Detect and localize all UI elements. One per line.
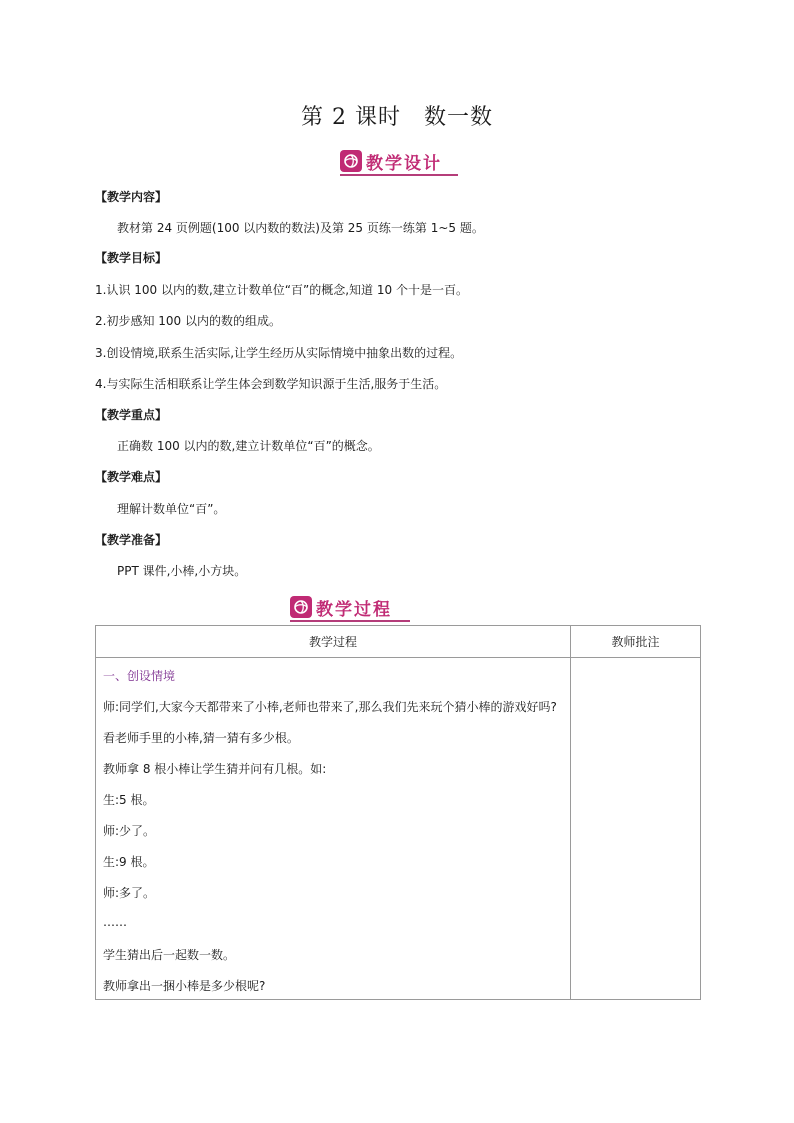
process-line: 学生猜出后一起数一数。 — [103, 948, 236, 962]
process-line: …… — [103, 915, 127, 929]
preparation-text: PPT 课件,小棒,小方块。 — [117, 564, 247, 578]
process-line: 师:多了。 — [103, 886, 156, 900]
content-text: 教材第 24 页例题(100 以内数的数法)及第 25 页练一练第 1~5 题。 — [117, 221, 484, 235]
goal-item: 4.与实际生活相联系让学生体会到数学知识源于生活,服务于生活。 — [95, 377, 447, 391]
process-subheading: 一、创设情境 — [103, 669, 176, 683]
column-header-notes: 教师批注 — [571, 626, 701, 658]
process-line: 师:少了。 — [103, 824, 156, 838]
goal-item: 3.创设情境,联系生活实际,让学生经历从实际情境中抽象出数的过程。 — [95, 346, 463, 360]
key-point-text: 正确数 100 以内的数,建立计数单位“百”的概念。 — [117, 439, 380, 453]
flower-icon — [340, 150, 362, 172]
table-header-row — [96, 626, 701, 658]
banner-label: 教学设计 — [366, 153, 442, 174]
section-heading-difficulty: 【教学难点】 — [95, 470, 168, 484]
difficulty-text: 理解计数单位“百”。 — [117, 502, 226, 516]
process-line: 教师拿出一捆小棒是多少根呢? — [103, 979, 266, 993]
section-heading-preparation: 【教学准备】 — [95, 533, 168, 547]
process-line: 教师拿 8 根小棒让学生猜并问有几根。如: — [103, 762, 327, 776]
process-cell — [96, 658, 571, 1000]
flower-icon — [290, 596, 312, 618]
process-line: 师:同学们,大家今天都带来了小棒,老师也带来了,那么我们先来玩个猜小棒的游戏好吗? — [103, 700, 557, 714]
banner-label: 教学过程 — [316, 599, 392, 620]
page-title: 第 2 课时 数一数 — [301, 105, 493, 130]
process-line: 生:9 根。 — [103, 855, 155, 869]
banner-teaching-process — [290, 594, 410, 622]
section-heading-goals: 【教学目标】 — [95, 251, 168, 265]
section-heading-content: 【教学内容】 — [95, 190, 168, 204]
banner-teaching-design — [340, 148, 458, 176]
process-line: 看老师手里的小棒,猜一猜有多少根。 — [103, 731, 299, 745]
section-heading-key-point: 【教学重点】 — [95, 408, 168, 422]
notes-cell — [571, 658, 701, 1000]
goal-item: 2.初步感知 100 以内的数的组成。 — [95, 314, 281, 328]
column-header-process: 教学过程 — [96, 626, 571, 658]
process-line: 生:5 根。 — [103, 793, 155, 807]
process-table — [95, 625, 701, 1000]
table-row — [96, 658, 701, 1000]
goal-item: 1.认识 100 以内的数,建立计数单位“百”的概念,知道 10 个十是一百。 — [95, 283, 468, 297]
